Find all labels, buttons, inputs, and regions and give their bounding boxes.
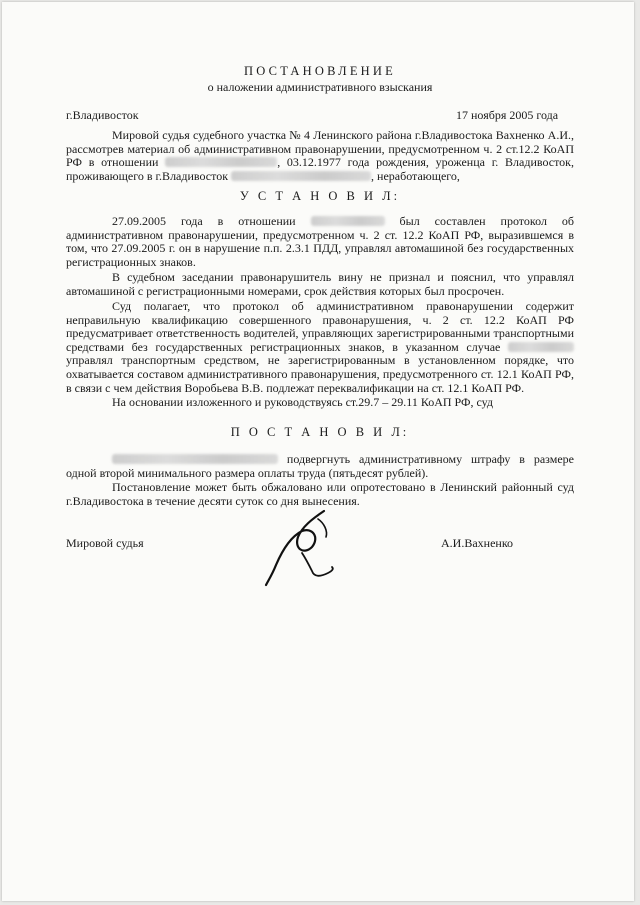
paragraph-hearing: В судебном заседании правонарушитель вину не признал и пояснил, что управлял автомашиной с регистрационными номерами, срок действия которых был просрочен.: [66, 270, 574, 298]
redacted-address: [231, 171, 371, 181]
paragraph-basis: На основании изложенного и руководствуясь ст.29.7 – 29.11 КоАП РФ, суд: [112, 395, 494, 409]
intro-paragraph: [66, 129, 574, 183]
protocol-text-2: был составлен протокол об административном правонарушении, предусмотренном ч. 2 ст. 12.2 КоАП РФ, выразившемся в том, что 27.09.2005 г. он в нарушение п.п. 2.3.1 ПДД, управлял автомашиной без государственных регистрационных знаков.: [66, 214, 575, 269]
signature-name: А.И.Вахненко: [441, 536, 514, 550]
signature-role: Мировой судья: [66, 536, 144, 550]
document-date: 17 ноября 2005 года: [456, 108, 559, 122]
resolution-text: подвергнуть административному штрафу в размере одной второй минимального размера оплаты труда (пятьдесят рублей).: [66, 452, 574, 480]
redacted-name: [165, 157, 277, 167]
paragraph-court-opinion: [66, 300, 574, 395]
redacted-name: [311, 216, 385, 226]
redacted-name: [112, 454, 278, 464]
paragraph-protocol: [66, 215, 574, 269]
redacted-name: [508, 342, 574, 352]
intro-text-2: , 03.12.1977 года рождения, уроженца г. Владивосток, проживающего в г.Владивосток: [66, 155, 574, 183]
intro-text-3: , неработающего,: [371, 168, 460, 183]
established-heading: У С Т А Н О В И Л:: [239, 189, 401, 203]
protocol-text-1: 27.09.2005 года в отношении: [112, 214, 296, 228]
opinion-text-1: Суд полагает, что протокол об административном правонарушении содержит неправильную квалификацию совершенного правонарушения, ч. 2 ст. 12.2 КоАП РФ предусматривает ответственность водителей, управляющих зарегистрированными транспортными средствами без государственных регистрационных знаков, в указанном случае: [66, 299, 574, 354]
paragraph-resolution: [66, 453, 574, 480]
opinion-text-2: управлял транспортным средством, не зарегистрированным в установленном порядке, что охватывается составом административного правонарушения, предусмотренного ст. 12.1 КоАП РФ, в связи с чем действия Воробьева В.В. подлежат переквалификации на ст. 12.1 КоАП РФ.: [66, 353, 574, 395]
handwritten-signature: [262, 507, 342, 591]
intro-text-1: Мировой судья судебного участка № 4 Ленинского района г.Владивостока Вахненко А.И., рассмотрев материал об административном правонарушении, предусмотренном ч. 2 ст.12.2 КоАП РФ в отношении: [66, 128, 574, 170]
city: г.Владивосток: [66, 108, 139, 122]
document-subtitle: о наложении административного взыскания: [207, 80, 433, 94]
resolved-heading: П О С Т А Н О В И Л:: [230, 425, 410, 439]
paragraph-appeal: Постановление может быть обжаловано или опротестовано в Ленинский районный суд г.Владивостока в течение десяти суток со дня вынесения.: [66, 480, 574, 508]
document-title: ПОСТАНОВЛЕНИЕ: [244, 64, 396, 78]
